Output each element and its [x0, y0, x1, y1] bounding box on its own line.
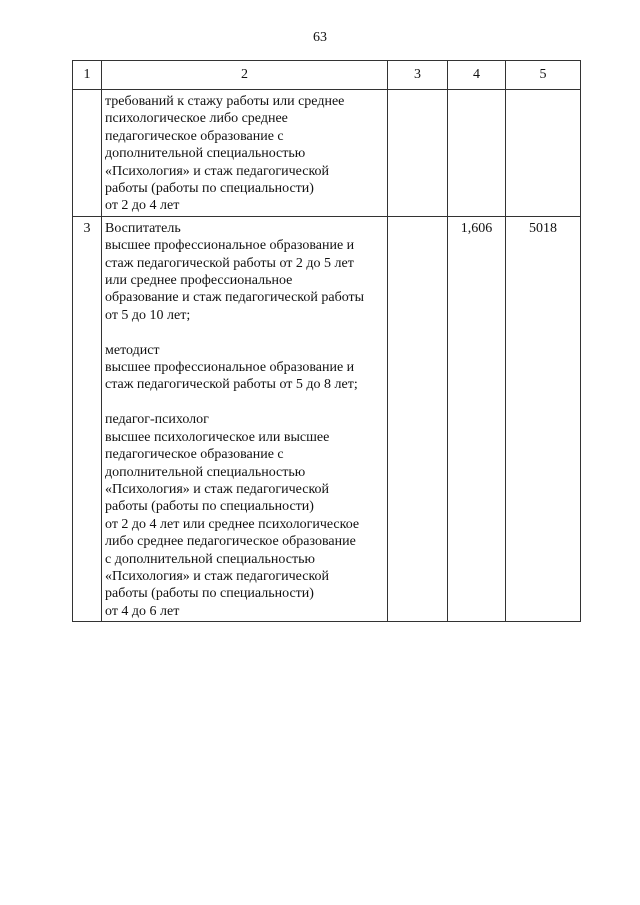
text-line: «Психология» и стаж педагогической [105, 568, 330, 584]
text-line: либо среднее педагогическое образование [105, 534, 356, 550]
text-line: педагогическое образование с [105, 128, 284, 144]
text-line: высшее психологическое или высшее [105, 429, 330, 445]
paragraph-gap [105, 324, 384, 341]
text-line: «Психология» и стаж педагогической [105, 163, 330, 179]
text-line: дополнительной специальностью [105, 146, 306, 162]
col3-cell [388, 216, 448, 621]
text-line: или среднее профессиональное [105, 273, 293, 289]
text-line: «Психология» и стаж педагогической [105, 481, 330, 497]
text-line: образование и стаж педагогической работы [105, 290, 365, 306]
text-line: от 5 до 10 лет; [105, 307, 191, 323]
text-line: от 2 до 4 лет или среднее психологическое [105, 516, 360, 532]
text-line: дополнительной специальностью [105, 464, 306, 480]
text-line: работы (работы по специальности) [105, 586, 314, 602]
text-line: работы (работы по специальности) [105, 181, 314, 197]
salary-cell: 5018 [506, 216, 581, 621]
position-title-psychologist: педагог-психолог [105, 412, 209, 428]
text-line: стаж педагогической работы от 5 до 8 лет; [105, 377, 358, 393]
text-line: высшее профессиональное образование и [105, 360, 355, 376]
text-line: психологическое либо среднее [105, 111, 288, 127]
requirements-cell [102, 90, 388, 217]
table-row-3 [73, 216, 581, 621]
paragraph-gap [105, 394, 384, 411]
coefficient-cell [448, 90, 506, 217]
column-header-2: 2 [102, 61, 388, 90]
document-table [72, 60, 581, 622]
position-title-methodist: методист [105, 342, 160, 358]
col3-cell [388, 90, 448, 217]
text-line: стаж педагогической работы от 2 до 5 лет [105, 255, 354, 271]
text-line: высшее профессиональное образование и [105, 238, 355, 254]
positions-cell [102, 216, 388, 621]
salary-cell [506, 90, 581, 217]
text-line: работы (работы по специальности) [105, 499, 314, 515]
column-header-1: 1 [73, 61, 102, 90]
text-line: требований к стажу работы или среднее [105, 94, 345, 109]
position-title-educator: Воспитатель [105, 220, 181, 236]
text-line: педагогическое образование с [105, 447, 284, 463]
row-number-cell: 3 [73, 216, 102, 621]
table-row-continuation [73, 90, 581, 217]
table-header-row [73, 61, 581, 90]
column-header-3: 3 [388, 61, 448, 90]
text-line: от 4 до 6 лет [105, 603, 180, 619]
column-header-5: 5 [506, 61, 581, 90]
text-line: от 2 до 4 лет [105, 198, 180, 214]
column-header-4: 4 [448, 61, 506, 90]
row-number-cell [73, 90, 102, 217]
page-number: 63 [313, 30, 327, 45]
coefficient-cell: 1,606 [448, 216, 506, 621]
text-line: с дополнительной специальностью [105, 551, 315, 567]
